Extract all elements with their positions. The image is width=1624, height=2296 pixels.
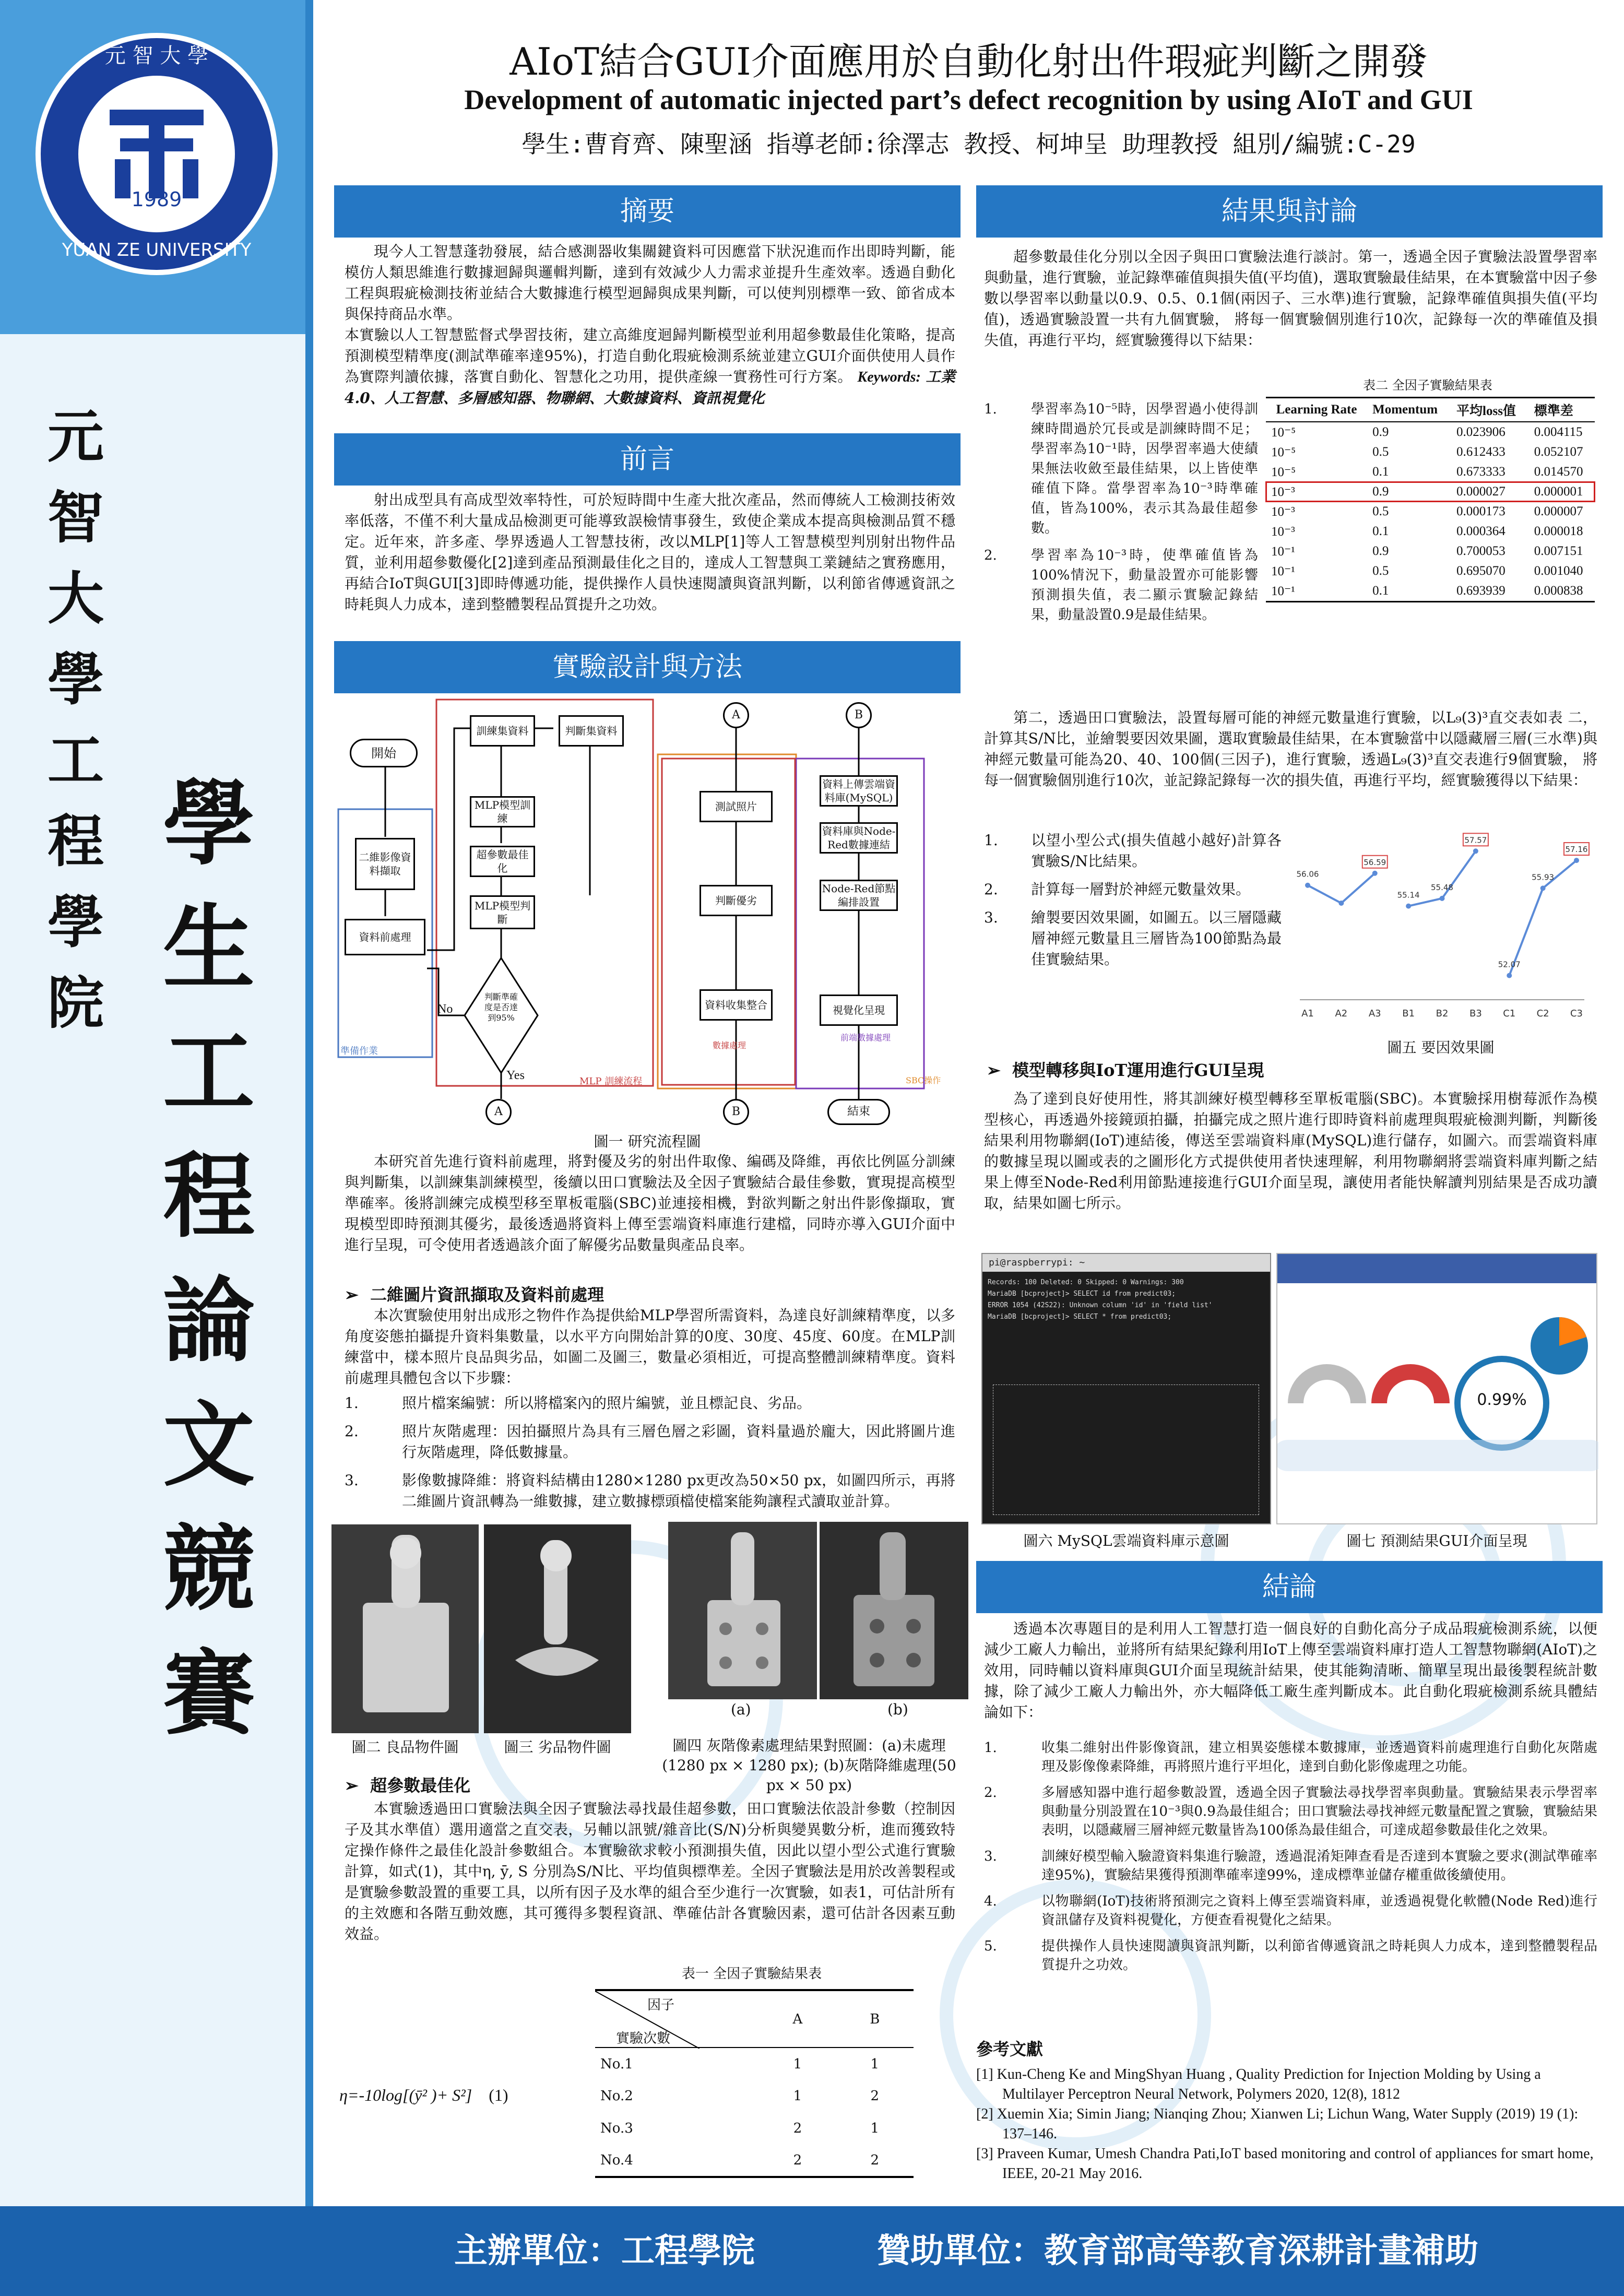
- accuracy-readout: 0.99%: [1477, 1391, 1527, 1409]
- good-part-image: [331, 1524, 479, 1733]
- flow-judge: 判斷優劣: [700, 885, 773, 916]
- flow-mlp-train: MLP模型訓練: [470, 796, 535, 827]
- terminal-line: MariaDB [bcproject]> SELECT * from predict03;: [988, 1313, 1172, 1321]
- list-item: [984, 907, 1282, 970]
- fig4a-image: [668, 1522, 817, 1699]
- x-tick-label: B2: [1436, 1008, 1449, 1019]
- flow-test-photo: 測試照片: [700, 791, 773, 822]
- table2-cell: 10⁻³: [1271, 505, 1295, 519]
- list-number: 3.: [984, 1849, 997, 1864]
- flow-node-red: Node-Red節點編排設置: [820, 880, 898, 911]
- table2-cell: 10⁻¹: [1271, 545, 1295, 559]
- table1-cell: 1: [870, 2121, 880, 2136]
- abstract-body: [345, 241, 955, 409]
- flow-visualization: 視覺化呈現: [820, 995, 898, 1026]
- fig4a-label: (a): [731, 1701, 751, 1718]
- flow-group-label: 前端數據處理: [840, 1033, 891, 1043]
- table2-cell: 0.1: [1372, 584, 1389, 598]
- abstract-paragraph: 現今人工智慧蓬勃發展，結合感測器收集關鍵資料可因應當下狀況進而作出即時判斷，能模仿人類思維進行數據迴歸與邏輯判斷，達到有效減少人力需求並提升生產效率。透過自動化工程與瑕疵檢測技術並結合大數據進行模型迴歸與成果判斷，可以使判別標準一致、節省成本與保持商品水準。: [345, 243, 955, 323]
- table-row: [595, 2080, 914, 2112]
- flow-group-label: 準備作業: [340, 1046, 378, 1057]
- formula: [339, 2086, 508, 2105]
- fig3-caption: 圖三 劣品物件圖: [504, 1738, 611, 1756]
- university-logo: [31, 26, 282, 282]
- footer-host: 主辦單位：工程學院: [454, 2232, 755, 2270]
- list-text: 以物聯網(IoT)技術將預測完之資料上傳至雲端資料庫，並透過視覺化軟體(Node Red)進行資訊儲存及資料視覺化，方便查看視覺化之結果。: [1041, 1893, 1597, 1928]
- list-item: [984, 1892, 1597, 1930]
- iot-paragraph: 為了達到良好使用性，將其訓練好模型轉移至單板電腦(SBC)。本實驗採用樹莓派作為模型核心，再透過外接鏡頭拍攝，拍攝完成之照片進行即時資料前處理與瑕疵檢測判斷，判斷後結果利用物聯網(IoT)連結後，傳送至雲端資料庫(MySQL)進行儲存，如圖六。而雲端資料庫的數據呈現以圖或表的之圖形化方式提供使用者快速理解，利用物聯網將雲端資料庫判斷之結果上傳至Node-Red利用節點連接進行GUI介面呈現，讓使用者能快解讀判別結果是否成功讀取，結果如圖七所示。: [984, 1090, 1597, 1212]
- college-char: 工: [47, 728, 104, 794]
- list-number: 3.: [345, 1472, 359, 1489]
- table-row: [1266, 541, 1595, 561]
- data-label: 55.93: [1532, 872, 1555, 882]
- results-paragraph: 第二，透過田口實驗法，設置每層可能的神經元數量進行實驗，以L₉(3)³直交表如表 二，計算其S/N比，並繪製要因效果圖，選取實驗最佳結果，在本實驗當中以隱藏層三層(三水準)與神經元數量可能為20、40、100個(三因子)，進行實驗，透過L₉(3)³直交表進行9個實驗， 將每一個實驗個別進行10次，並記錄記錄每一次的損失值，再進行平均，經實驗獲得以下結果：: [984, 709, 1597, 789]
- table2-cell: 0.000838: [1534, 584, 1583, 598]
- list-number: 2.: [984, 1785, 997, 1801]
- college-name: [44, 397, 107, 1044]
- table2-header: 平均loss值: [1451, 398, 1529, 422]
- table2-cell: 0.000007: [1534, 504, 1583, 518]
- table1-cell: No.3: [600, 2121, 633, 2136]
- fig6-caption: 圖六 MySQL雲端資料庫示意圖: [1023, 1532, 1229, 1549]
- list-item: [984, 830, 1282, 872]
- list-number: 3.: [984, 909, 998, 926]
- reference-number: [1]: [976, 2066, 993, 2082]
- formula-number: (1): [489, 2086, 508, 2104]
- college-char: 學: [47, 647, 104, 713]
- table1-header: B: [836, 1990, 914, 2048]
- table-row: [1266, 522, 1595, 541]
- preprocess-body: [345, 1305, 955, 1389]
- fig4a-photo: [668, 1522, 817, 1699]
- table2-header: Momentum: [1367, 398, 1451, 422]
- list-item: [984, 546, 1258, 625]
- table2-cell: 10⁻¹: [1271, 564, 1295, 578]
- list-text: 收集二維射出件影像資訊，建立相異姿態樣本數據庫，並透過資料前處理進行自動化灰階處理及影像像素降維，再將照片進行平坦化，達到自動化影像處理之功能。: [1041, 1740, 1597, 1774]
- table2-cell: 0.1: [1372, 524, 1389, 538]
- reference-text: Praveen Kumar, Umesh Chandra Pati,IoT based monitoring and control of appliances for smart home, IEEE, 20-21 May 2016.: [997, 2146, 1594, 2182]
- data-point: [1540, 885, 1546, 891]
- terminal-output: [982, 1272, 1270, 1328]
- table2-cell: 0.9: [1372, 425, 1389, 439]
- table2-cell: 10⁻³: [1271, 485, 1295, 499]
- method-heading: 實驗設計與方法: [334, 641, 961, 693]
- fig4b-image: [820, 1522, 968, 1699]
- data-label: 52.07: [1498, 960, 1521, 969]
- flow-capture: 二維影像資料擷取: [355, 838, 415, 890]
- flow-group-label: SBC操作: [906, 1075, 941, 1085]
- list-item: [345, 1421, 955, 1463]
- table2-cell: 10⁻⁵: [1271, 465, 1296, 479]
- table1-cell: No.2: [600, 2088, 633, 2104]
- list-text: 照片灰階處理：因拍攝照片為具有三層色層之彩圖，資料量過於龐大，因此將圖片進行灰階處理，降低數據量。: [402, 1423, 955, 1461]
- dashboard-gauges: [1277, 1283, 1598, 1523]
- fig5-caption: 圖五 要因效果圖: [1387, 1039, 1495, 1056]
- table-row: [1266, 462, 1595, 482]
- formula-text: η=-10log[(ȳ² )+ S²]: [339, 2086, 472, 2104]
- flow-connector-a: A: [485, 1099, 512, 1125]
- terminal-titlebar: pi@raspberrypi: ~: [982, 1254, 1270, 1272]
- list-text: 提供操作人員快速閱讀與資訊判斷，以利節省傳遞資訊之時耗與人力成本，達到整體製程品質提升之功效。: [1041, 1938, 1597, 1973]
- flow-yes-label: Yes: [506, 1069, 525, 1082]
- contest-char: 論: [162, 1268, 255, 1375]
- intro-heading: 前言: [334, 433, 961, 486]
- flow-train-data: 訓練集資料: [470, 715, 535, 747]
- x-tick-label: A2: [1335, 1008, 1348, 1019]
- table2-cell: 0.693939: [1456, 584, 1506, 598]
- data-point: [1406, 904, 1411, 909]
- logo-top-chars: 元 智 大 學: [104, 44, 209, 68]
- x-tick-label: C1: [1503, 1008, 1516, 1019]
- subsection-hyper: ➢ 超參數最佳化: [345, 1776, 471, 1795]
- contest-char: 競: [162, 1516, 255, 1623]
- flow-connector-a: A: [723, 702, 749, 728]
- keywords-label: Keywords:: [857, 369, 921, 385]
- intro-paragraph: 射出成型具有高成型效率特性，可於短時間中生產大批次產品，然而傳統人工檢測技術效率低落，不僅不利大量成品檢測更可能導致誤檢情事發生，致使企業成本提高與檢測品質不穩定。近年來，許多產、學界透過人工智慧技術，改以MLP[1]等人工智慧模型判別射出物件品質，並利用超參數優化[2]達到產品預測最佳化之目的，達成人工智慧與工業鏈結之實務應用，再結合IoT與GUI[3]即時傳遞功能，提供操作人員快速閱讀與資訊判斷，以利節省傳遞資訊之時耗與人力成本，達到整體製程品質提升之功效。: [345, 491, 955, 613]
- table2: [1266, 397, 1595, 602]
- results-list-1: [984, 399, 1258, 632]
- table1: [595, 1989, 914, 2178]
- reference-text: Kun-Cheng Ke and MingShyan Huang , Quality Prediction for Injection Molding by Using a Multilayer Perceptron Neural Network, Polymers 2020, 12(8), 1812: [997, 2066, 1541, 2102]
- method-body: [345, 1151, 955, 1256]
- flow-decision-text: 判斷準確度是否達到95%: [484, 992, 518, 1023]
- logo-university: YUAN ZE UNIVERSITY: [62, 240, 252, 261]
- keywords: 工業4.0、人工智慧、多層感知器、物聯網、大數據資料、資訊視覺化: [345, 368, 955, 407]
- title-english: Development of automatic injected part’s defect recognition by using AIoT and GUI: [464, 84, 1473, 115]
- list-text: 學習率為10⁻⁵時，因學習過小使得訓練時間過於冗長或是訓練時間不足；學習率為10⁻¹時，因學習率過大使績果無法收斂至最佳結果，以上皆使準確值下降。當學習率為10⁻³時準確值，皆為100%，表示其為最佳超參數。: [1031, 401, 1258, 536]
- fig4b-label: (b): [887, 1701, 908, 1718]
- table-row: [1266, 561, 1595, 581]
- table-row: [595, 2112, 914, 2145]
- research-flowchart: [334, 697, 961, 1125]
- defect-part-image: [484, 1524, 631, 1733]
- table1-cell: 1: [793, 2056, 802, 2072]
- table2-cell: 0.007151: [1534, 544, 1583, 558]
- data-label: 55.14: [1397, 890, 1420, 900]
- flow-mlp-judge: MLP模型判斷: [470, 895, 535, 929]
- data-point: [1574, 858, 1579, 863]
- table-row-highlight: [1266, 482, 1595, 502]
- conclusion-heading: 結論: [976, 1561, 1603, 1613]
- table2-cell: 10⁻³: [1271, 525, 1295, 539]
- table2-cell: 0.014570: [1534, 465, 1583, 479]
- table1-corner-top: 因子: [647, 1997, 675, 2013]
- x-tick-label: A3: [1368, 1008, 1381, 1019]
- results-body: [984, 246, 1597, 351]
- flow-collect: 資料收集整合: [700, 989, 773, 1021]
- contest-char: 生: [162, 895, 255, 1002]
- list-number: 1.: [345, 1394, 359, 1412]
- table2-cell: 0.5: [1372, 564, 1389, 578]
- flow-preprocess: 資料前處理: [345, 919, 425, 955]
- subsection-title: 超參數最佳化: [370, 1776, 471, 1795]
- abstract-paragraph: 本實驗以人工智慧監督式學習技術，建立高維度迴歸判斷模型並利用超參數最佳化策略，提高預測模型精準度(測試準確率達95%)，打造自動化瑕疵檢測系統並建立GUI介面供使用人員作為實際判讀依據，落實自動化、智慧化之功用，提供產線一實務性可行方案。: [345, 326, 955, 385]
- table2-cell: 0.000173: [1456, 504, 1506, 518]
- table1-cell: 2: [870, 2152, 880, 2168]
- table-row: [595, 2048, 914, 2080]
- table2-cell: 0.1: [1372, 465, 1389, 479]
- table1-header: A: [759, 1990, 836, 2048]
- reference-item: [976, 2144, 1603, 2184]
- results-body-2: [984, 707, 1597, 791]
- list-text: 繪製要因效果圖，如圖五。以三層隱藏層神經元數量且三層皆為100節點為最佳實驗結果。: [1031, 909, 1282, 968]
- table1-cell: 2: [793, 2152, 802, 2168]
- x-tick-label: B1: [1402, 1008, 1415, 1019]
- table1-corner: [595, 1990, 759, 2048]
- subsection-title: 模型轉移與IoT運用進行GUI呈現: [1012, 1060, 1264, 1080]
- data-point: [1305, 883, 1310, 888]
- x-tick-label: C3: [1570, 1008, 1583, 1019]
- results-heading: 結果與討論: [976, 185, 1603, 238]
- table-row: [595, 2145, 914, 2177]
- reference-item: [976, 2104, 1603, 2144]
- list-number: 5.: [984, 1938, 997, 1954]
- list-item: [984, 1783, 1597, 1840]
- intro-body: [345, 490, 955, 615]
- table2-cell: 0.052107: [1534, 445, 1583, 459]
- list-item: [984, 399, 1258, 538]
- data-point: [1372, 871, 1378, 876]
- table2-cell: 0.5: [1372, 504, 1389, 518]
- list-item: [345, 1393, 955, 1414]
- table2-cell: 10⁻⁵: [1271, 445, 1296, 459]
- data-point: [1440, 896, 1445, 901]
- reference-number: [3]: [976, 2146, 993, 2162]
- gui-dashboard-screenshot: [1276, 1253, 1597, 1524]
- table2-cell: 0.000027: [1456, 484, 1506, 499]
- terminal-line: MariaDB [bcproject]> SELECT id from predict03;: [988, 1290, 1176, 1298]
- table1-cell: No.4: [600, 2152, 633, 2168]
- contest-char: 賽: [162, 1640, 255, 1747]
- table2-cell: 0.673333: [1456, 465, 1506, 479]
- iot-body: [984, 1088, 1597, 1214]
- list-item: [984, 1738, 1597, 1776]
- subsection-iot: ➢ 模型轉移與IoT運用進行GUI呈現: [987, 1060, 1264, 1080]
- good-part-photo: [331, 1524, 479, 1733]
- reference-text: Xuemin Xia; Simin Jiang; Nianqing Zhou; Xianwen Li; Lichun Wang, Water Supply (2019) 19 (1): 137–146.: [997, 2106, 1579, 2142]
- fig2-caption: 圖二 良品物件圖: [351, 1738, 459, 1756]
- flow-end: 結束: [827, 1099, 890, 1125]
- table2-cell: 0.000018: [1534, 524, 1583, 538]
- list-number: 2.: [984, 881, 998, 898]
- list-text: 以望小型公式(損失值越小越好)計算各實驗S/N比結果。: [1031, 832, 1282, 870]
- references-heading: 參考文獻: [976, 2039, 1044, 2059]
- terminal-line: Records: 100 Deleted: 0 Skipped: 0 Warnings: 300: [988, 1279, 1184, 1286]
- flow-no-label: No: [437, 1002, 453, 1016]
- terminal-result-table: [993, 1384, 1259, 1515]
- table1-title: 表一 全因子實驗結果表: [681, 1966, 822, 1982]
- conclusion-paragraph: 透過本次專題目的是利用人工智慧打造一個良好的自動化高分子成品瑕疵檢測系統，以便減少工廠人力輸出，並將所有結果紀錄利用IoT上傳至雲端資料庫打造人工智慧物聯網(AIoT)之效用，同時輔以資料庫與GUI介面呈現統計結果，使其能夠清晰、簡單呈現出最後製程統計數據，除了減少工廠人力輸出外，亦大幅降低工廠生產判斷成本。此自動化瑕疵檢測系統具體結論如下：: [984, 1620, 1597, 1721]
- data-point: [1473, 848, 1478, 854]
- reference-item: [976, 2065, 1603, 2104]
- table2-cell: 0.695070: [1456, 564, 1506, 578]
- list-number: 1.: [984, 401, 997, 417]
- list-text: 多層感知器中進行超參數設置，透過全因子實驗法尋找學習率與動量。實驗結果表示學習率與動量分別設置在10⁻³與0.9為最佳組合；田口實驗法尋找神經元數量配置之實驗，實驗結果表明，以隱藏層三層神經元數量皆為100係為最佳組合，可達成超參數最佳化之效果。: [1041, 1785, 1597, 1838]
- fig5-chart: [1289, 820, 1592, 1026]
- flow-upload: 資料上傳雲端資料庫(MySQL): [820, 775, 898, 807]
- footer-sponsor: 贊助單位：教育部高等教育深耕計畫補助: [877, 2232, 1478, 2270]
- table2-cell: 0.700053: [1456, 544, 1506, 558]
- flowchart-connectors: [334, 697, 961, 1125]
- list-text: 學習率為10⁻³時，使準確值皆為100%情況下，動量設置亦可能影響預測損失值，表二顯示實驗記錄結果，動量設置0.9是最佳結果。: [1031, 548, 1258, 623]
- table-row: [1266, 502, 1595, 522]
- college-char: 大: [47, 566, 104, 632]
- poster-content: [313, 0, 1624, 2206]
- flow-connector-b: B: [846, 702, 872, 728]
- table-row: [1266, 422, 1595, 442]
- flow-group-label: MLP 訓練流程: [579, 1076, 643, 1087]
- sidebar-stripe: [305, 0, 313, 2206]
- sidebar: [0, 0, 313, 2206]
- list-number: 4.: [984, 1893, 997, 1909]
- title-chinese: AIoT結合GUI介面應用於自動化射出件瑕疵判斷之開發: [509, 40, 1428, 84]
- list-text: 計算每一層對於神經元數量效果。: [1031, 881, 1251, 898]
- table2-title: 表二 全因子實驗結果表: [1363, 378, 1492, 393]
- college-char: 院: [47, 971, 104, 1036]
- list-number: 1.: [984, 832, 998, 849]
- fig7-caption: 圖七 預測結果GUI介面呈現: [1346, 1532, 1527, 1549]
- data-point: [1507, 973, 1512, 978]
- table1-cell: 2: [870, 2088, 880, 2104]
- preprocess-steps: [345, 1393, 955, 1519]
- x-tick-label: C2: [1536, 1008, 1549, 1019]
- results-paragraph: 超參數最佳化分別以全因子與田口實驗法進行談討。第一，透過全因子實驗法設置學習率與動量，進行實驗，並記錄準確值與損失值(平均值)，選取實驗最佳結果，在本實驗當中因子參數以學習率以動量以0.9、0.5、0.1個(兩因子、三水準)進行實驗，記錄準確值與損失值(平均值)，透過實驗設置一共有九個實驗， 將每一個實驗個別進行10次，記錄每一次的準確值及損失值，再進行平均，經實驗獲得以下結果：: [984, 248, 1597, 349]
- flow-group-label: 數據處理: [713, 1040, 746, 1050]
- flow-hyperparam: 超參數最佳化: [470, 846, 535, 877]
- contest-char: 學: [162, 771, 255, 878]
- college-char: 程: [47, 809, 104, 874]
- conclusion-body: [984, 1618, 1597, 1723]
- data-label: 57.57: [1464, 835, 1487, 845]
- mysql-terminal-screenshot: [981, 1253, 1271, 1524]
- x-tick-label: B3: [1469, 1008, 1482, 1019]
- table1-cell: 1: [870, 2056, 880, 2072]
- abstract-heading: 摘要: [334, 185, 961, 238]
- subsection-preprocess: ➢ 二維圖片資訊擷取及資料前處理: [345, 1285, 604, 1305]
- table2-header: Learning Rate: [1266, 398, 1367, 422]
- fig1-caption: 圖一 研究流程圖: [594, 1133, 701, 1150]
- table2-cell: 10⁻¹: [1271, 584, 1295, 598]
- list-text: 影像數據降維：將資料結構由1280×1280 px更改為50×50 px，如圖四所示，再將二維圖片資訊轉為一維數據，建立數據標頭檔使檔案能夠讓程式讀取並計算。: [402, 1472, 955, 1510]
- table1-cell: No.1: [600, 2056, 633, 2072]
- list-number: 2.: [984, 548, 997, 563]
- hyper-paragraph: 本實驗透過田口實驗法與全因子實驗法尋找最佳超參數，田口實驗法依設計參數（控制因子及其水準值）選用適當之直交表，另輔以訊號/雜音比(S/N)分析與變異數分析，進而獲致特定操作條件之最佳化設計參數組合。本實驗欲求較小預測損失值，因此以望小型公式進行實驗計算，如式(1)，其中η, ȳ, S 分別為S/N比、平均值與標準差。全因子實驗法是用於改善製程或是實驗參數設置的重要工具，以所有因子及水準的組合至少進行一次實驗，如表1，可估計所有的主效應和各階互動效應，其可獲得多製程資訊、準確估計各實驗因素，還可估計各因素互動效益。: [345, 1800, 955, 1943]
- table2-cell: 0.612433: [1456, 445, 1506, 459]
- data-label: 56.06: [1296, 869, 1319, 879]
- list-text: 照片檔案編號：所以將檔案內的照片編號，並且標記良、劣品。: [402, 1394, 812, 1412]
- subsection-title: 二維圖片資訊擷取及資料前處理: [370, 1285, 604, 1305]
- contest-char: 程: [162, 1143, 255, 1250]
- college-char: 學: [47, 890, 104, 955]
- college-char: 元: [47, 404, 104, 470]
- list-number: 1.: [984, 1740, 997, 1756]
- list-item: [984, 879, 1282, 900]
- defect-part-photo: [484, 1524, 631, 1733]
- dashboard-header: [1277, 1254, 1596, 1283]
- flow-start: 開始: [350, 739, 418, 767]
- data-point: [1338, 901, 1344, 906]
- list-item: [984, 1847, 1597, 1885]
- table2-cell: 0.000364: [1456, 524, 1506, 538]
- terminal-line: ERROR 1054 (42S22): Unknown column 'id' in 'field list': [988, 1301, 1213, 1309]
- x-tick-label: A1: [1301, 1008, 1314, 1019]
- contest-name: [157, 762, 261, 1756]
- conclusion-list: [984, 1738, 1597, 1982]
- list-item: [345, 1470, 955, 1512]
- table2-cell: 10⁻⁵: [1271, 425, 1296, 440]
- flow-db-link: 資料庫與Node-Red數據連結: [820, 822, 898, 854]
- college-char: 智: [47, 485, 104, 551]
- hyper-body: [345, 1798, 955, 1945]
- preprocess-paragraph: 本次實驗使用射出成形之物件作為提供給MLP學習所需資料，為達良好訓練精準度，以多角度姿態拍攝提升資料集數量，以水平方向開始計算的0度、30度、45度、60度。在MLP訓練當中，樣本照片良品與劣品，如圖二及圖三，數量必須相近，可提高整體訓練精準度。資料前處理具體包含以下步驟：: [345, 1307, 955, 1387]
- fig4b-photo: [820, 1522, 968, 1699]
- data-label: 56.59: [1364, 857, 1386, 867]
- list-number: 2.: [345, 1423, 359, 1440]
- flow-judge-data: 判斷集資料: [559, 715, 624, 747]
- fig4-caption: 圖四 灰階像素處理結果對照圖：(a)未處理(1280 px × 1280 px); (b)灰階降維處理(50 px × 50 px): [662, 1737, 956, 1794]
- table1-corner-bottom: 實驗次數: [616, 2031, 671, 2046]
- references-list: [976, 2065, 1603, 2184]
- footer-bar: [0, 2206, 1624, 2296]
- table2-cell: 0.004115: [1534, 425, 1583, 439]
- table2-cell: 0.001040: [1534, 564, 1583, 578]
- flow-connector-b: B: [723, 1099, 749, 1125]
- table-row: [1266, 581, 1595, 602]
- list-item: [984, 1937, 1597, 1974]
- contest-char: 工: [162, 1019, 255, 1126]
- data-label: 57.16: [1565, 845, 1588, 855]
- table2-cell: 0.023906: [1456, 425, 1506, 439]
- table2-header: 標準差: [1529, 398, 1595, 422]
- table2-cell: 0.9: [1372, 484, 1389, 499]
- table2-cell: 0.5: [1372, 445, 1389, 459]
- table1-cell: 1: [793, 2088, 802, 2104]
- contest-char: 文: [162, 1392, 255, 1499]
- table2-cell: 0.000001: [1534, 484, 1583, 499]
- method-paragraph: 本研究首先進行資料前處理，將對優及劣的射出件取像、編碼及降維，再依比例區分訓練與判斷集，以訓練集訓練模型，後續以田口實驗法及全因子實驗結合最佳參數，實現提高模型準確率。後將訓練完成模型移至單板電腦(SBC)並連接相機，對欲判斷之射出件影像擷取，實現模型即時預測其優劣，最後透過將資料上傳至雲端資料庫進行建檔，同時亦導入GUI介面中進行呈現，可令使用者透過該介面了解優劣品數量與產品良率。: [345, 1153, 955, 1253]
- table1-cell: 2: [793, 2121, 802, 2136]
- authors-line: 學生:曹育齊、陳聖涵 指導老師:徐澤志 教授、柯坤呈 助理教授 組別/編號:C-29: [521, 130, 1416, 158]
- table2-cell: 0.9: [1372, 544, 1389, 558]
- reference-number: [2]: [976, 2106, 993, 2122]
- logo-year: 1989: [131, 188, 182, 211]
- table-row: [1266, 442, 1595, 462]
- data-label: 55.48: [1431, 882, 1453, 892]
- list-text: 訓練好模型輸入驗證資料集進行驗證，透過混淆矩陣查看是否達到本實驗之要求(測試準確率達95%)，實驗結果獲得預測準確率達99%，達成標準並儲存權重做後續使用。: [1041, 1849, 1597, 1883]
